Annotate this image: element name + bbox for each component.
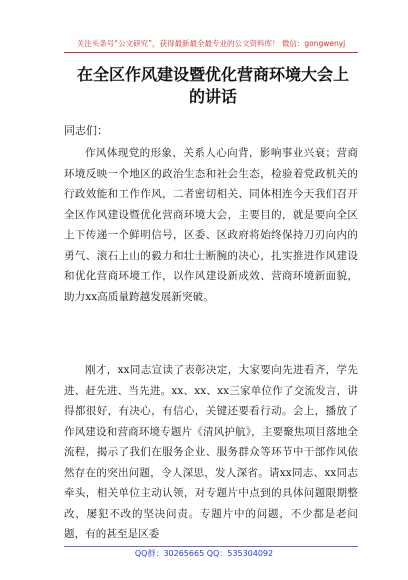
body-paragraph: 作风体现党的形象，关系人心向背，影响事业兴衰；营商环境反映一个地区的政治生态和社会生态，检验着党政机关的行政效能和工作作风，二者密切相关、同体相连今天我们召开全区作风建设暨优化营商环境大会，主要目的，就是要向全区上下传递一个鲜明信号，区委、区政府将始终保持刀刃向内的勇气、滚石上山的毅力和壮士断腕的决心，扎实推进作风建设和优化营商环境工作，以作风建设新成效、营商环境新面貌，助力xx高质量跨越发展新突破。 [64, 147, 358, 303]
document-title: 在全区作风建设暨优化营商环境大会上的讲话 [76, 65, 349, 106]
header-banner: 关注头条号“公文研究”，获得最新最全最专业的公文资料库！ 微信：gongwenyj [76, 39, 346, 48]
footer-divider [64, 546, 358, 547]
body-paragraph: 刚才，xx同志宣读了表彰决定，大家要向先进看齐，学先进、赶先进、当先进。xx、xx、xx三家单位作了交流发言，讲得都很好，有决心，有信心，关键还要看行动。会上，播放了作风建设和营商环境专题片《清风护航》，主要聚焦项目落地全流程，揭示了我们在服务企业、服务群众等环节中干部作风依然存在的突出问题，令人深思，发人深省。请xx同志、xx同志牵头，相关单位主动认领，对专题片中点到的具体问题限期整改，屡犯不改的坚决问责。专题片中的问题，不少都是老问题，有的甚至是区委 [64, 364, 358, 540]
footer-contact: QQ群：30265665 QQ：535304092 [134, 549, 274, 558]
header-divider [64, 52, 358, 53]
salutation: 同志们： [64, 124, 108, 137]
